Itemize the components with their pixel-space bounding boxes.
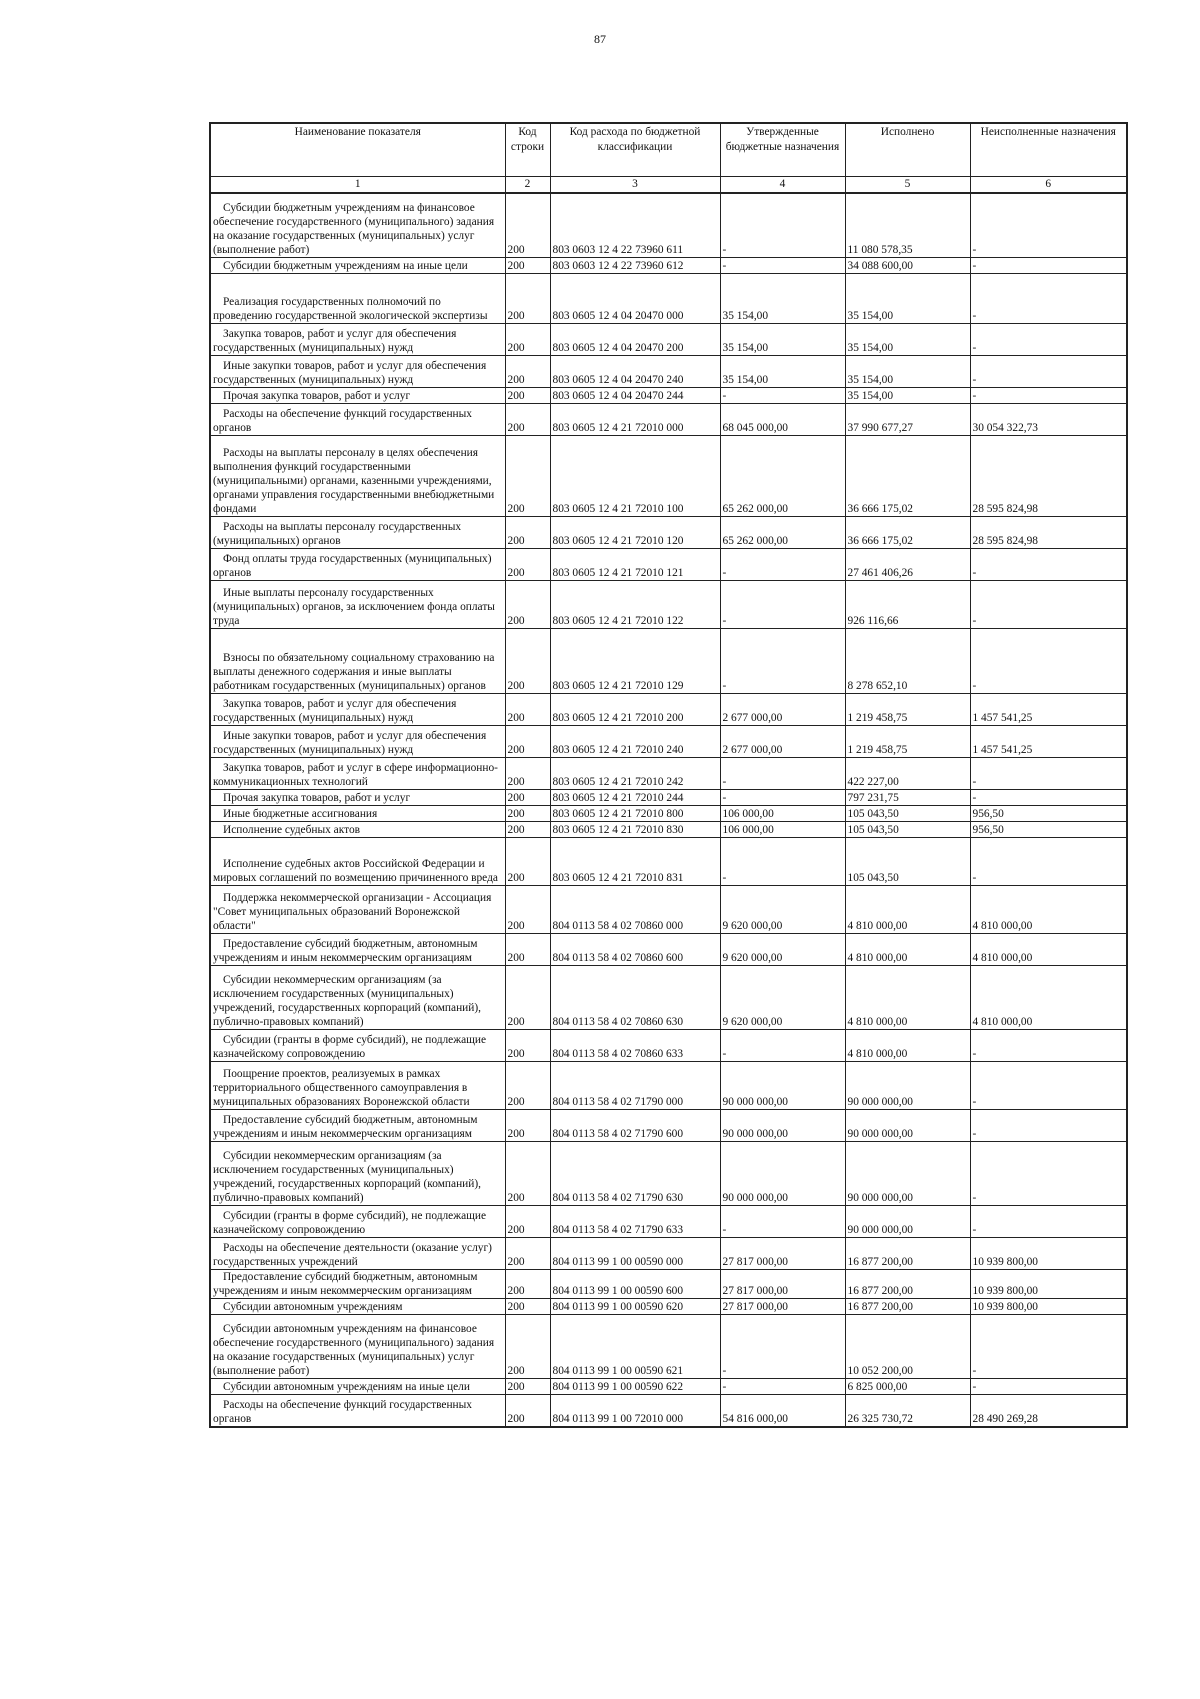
table-row xyxy=(210,1110,1127,1142)
table-row xyxy=(210,404,1127,436)
row-executed: 35 154,00 xyxy=(845,388,970,404)
row-line-code: 200 xyxy=(505,404,550,436)
table-row xyxy=(210,549,1127,581)
row-line-code: 200 xyxy=(505,324,550,356)
row-unexecuted: - xyxy=(970,1206,1127,1238)
row-budget-code: 804 0113 58 4 02 71790 633 xyxy=(550,1206,720,1238)
row-budget-code: 803 0605 12 4 21 72010 240 xyxy=(550,726,720,758)
row-budget-code: 804 0113 58 4 02 71790 630 xyxy=(550,1142,720,1206)
row-approved: 90 000 000,00 xyxy=(720,1142,845,1206)
column-header-name: Наименование показателя xyxy=(210,123,505,176)
row-approved: - xyxy=(720,629,845,694)
row-budget-code: 804 0113 58 4 02 70860 600 xyxy=(550,934,720,966)
row-line-code: 200 xyxy=(505,1110,550,1142)
row-approved: 35 154,00 xyxy=(720,324,845,356)
row-executed: 90 000 000,00 xyxy=(845,1062,970,1110)
row-approved: - xyxy=(720,549,845,581)
table-row xyxy=(210,694,1127,726)
row-approved: 2 677 000,00 xyxy=(720,726,845,758)
row-name: Субсидии автономным учреждениям на финансовое обеспечение государственного (муниципального) задания на оказание государственных (муниципальных) услуг (выполнение работ) xyxy=(210,1315,505,1379)
row-unexecuted: 10 939 800,00 xyxy=(970,1270,1127,1299)
row-unexecuted: 956,50 xyxy=(970,822,1127,838)
row-executed: 105 043,50 xyxy=(845,806,970,822)
row-unexecuted: 956,50 xyxy=(970,806,1127,822)
table-row xyxy=(210,1395,1127,1427)
row-name: Расходы на обеспечение функций государственных органов xyxy=(210,1395,505,1427)
header-row xyxy=(210,123,1127,176)
row-approved: 68 045 000,00 xyxy=(720,404,845,436)
row-unexecuted: - xyxy=(970,193,1127,258)
row-approved: 35 154,00 xyxy=(720,356,845,388)
row-budget-code: 803 0605 12 4 04 20470 200 xyxy=(550,324,720,356)
row-unexecuted: 4 810 000,00 xyxy=(970,934,1127,966)
table-body xyxy=(210,193,1127,1427)
row-approved: - xyxy=(720,193,845,258)
row-executed: 35 154,00 xyxy=(845,324,970,356)
row-budget-code: 803 0605 12 4 21 72010 120 xyxy=(550,517,720,549)
page-number: 87 xyxy=(594,32,606,46)
row-unexecuted: - xyxy=(970,549,1127,581)
row-approved: 54 816 000,00 xyxy=(720,1395,845,1427)
row-name: Фонд оплаты труда государственных (муниципальных) органов xyxy=(210,549,505,581)
row-name: Закупка товаров, работ и услуг для обеспечения государственных (муниципальных) нужд xyxy=(210,324,505,356)
row-executed: 10 052 200,00 xyxy=(845,1315,970,1379)
row-executed: 35 154,00 xyxy=(845,274,970,324)
row-budget-code: 804 0113 99 1 00 00590 620 xyxy=(550,1299,720,1315)
row-name: Прочая закупка товаров, работ и услуг xyxy=(210,388,505,404)
row-approved: - xyxy=(720,1030,845,1062)
table-row xyxy=(210,838,1127,886)
row-name: Субсидии бюджетным учреждениям на финансовое обеспечение государственного (муниципального) задания на оказание государственных (муниципальных) услуг (выполнение работ) xyxy=(210,193,505,258)
row-name: Иные бюджетные ассигнования xyxy=(210,806,505,822)
row-unexecuted: - xyxy=(970,258,1127,274)
row-line-code: 200 xyxy=(505,436,550,517)
table-row xyxy=(210,1030,1127,1062)
row-budget-code: 804 0113 58 4 02 71790 000 xyxy=(550,1062,720,1110)
row-unexecuted: - xyxy=(970,1142,1127,1206)
row-line-code: 200 xyxy=(505,388,550,404)
row-executed: 11 080 578,35 xyxy=(845,193,970,258)
row-name: Иные выплаты персоналу государственных (муниципальных) органов, за исключением фонда оплаты труда xyxy=(210,581,505,629)
row-name: Поддержка некоммерческой организации - Ассоциация "Совет муниципальных образований Воронежской области" xyxy=(210,886,505,934)
row-executed: 90 000 000,00 xyxy=(845,1142,970,1206)
row-executed: 422 227,00 xyxy=(845,758,970,790)
row-executed: 27 461 406,26 xyxy=(845,549,970,581)
table-row xyxy=(210,258,1127,274)
table-row xyxy=(210,966,1127,1030)
row-line-code: 200 xyxy=(505,790,550,806)
column-number: 3 xyxy=(550,176,720,193)
row-budget-code: 803 0605 12 4 04 20470 240 xyxy=(550,356,720,388)
row-approved: 9 620 000,00 xyxy=(720,934,845,966)
row-name: Закупка товаров, работ и услуг для обеспечения государственных (муниципальных) нужд xyxy=(210,694,505,726)
row-budget-code: 804 0113 58 4 02 71790 600 xyxy=(550,1110,720,1142)
row-unexecuted: 4 810 000,00 xyxy=(970,966,1127,1030)
row-name: Субсидии некоммерческим организациям (за исключением государственных (муниципальных) учреждений, государственных корпораций (компаний), публично-правовых компаний) xyxy=(210,966,505,1030)
row-executed: 4 810 000,00 xyxy=(845,1030,970,1062)
row-executed: 90 000 000,00 xyxy=(845,1110,970,1142)
row-unexecuted: - xyxy=(970,838,1127,886)
row-line-code: 200 xyxy=(505,694,550,726)
row-line-code: 200 xyxy=(505,193,550,258)
row-unexecuted: - xyxy=(970,274,1127,324)
row-unexecuted: - xyxy=(970,356,1127,388)
row-approved: - xyxy=(720,1379,845,1395)
row-unexecuted: 28 595 824,98 xyxy=(970,517,1127,549)
row-budget-code: 803 0605 12 4 04 20470 000 xyxy=(550,274,720,324)
table-row xyxy=(210,193,1127,258)
row-approved: 106 000,00 xyxy=(720,822,845,838)
row-name: Предоставление субсидий бюджетным, автономным учреждениям и иным некоммерческим организациям xyxy=(210,1270,505,1299)
row-approved: 27 817 000,00 xyxy=(720,1238,845,1270)
row-approved: - xyxy=(720,581,845,629)
row-approved: 2 677 000,00 xyxy=(720,694,845,726)
row-executed: 926 116,66 xyxy=(845,581,970,629)
row-budget-code: 804 0113 99 1 00 00590 622 xyxy=(550,1379,720,1395)
row-approved: - xyxy=(720,1206,845,1238)
row-executed: 16 877 200,00 xyxy=(845,1238,970,1270)
row-line-code: 200 xyxy=(505,356,550,388)
row-budget-code: 803 0605 12 4 21 72010 800 xyxy=(550,806,720,822)
row-name: Субсидии автономным учреждениям на иные цели xyxy=(210,1379,505,1395)
row-line-code: 200 xyxy=(505,886,550,934)
row-budget-code: 803 0605 12 4 21 72010 244 xyxy=(550,790,720,806)
table-row xyxy=(210,726,1127,758)
row-name: Предоставление субсидий бюджетным, автономным учреждениям и иным некоммерческим организациям xyxy=(210,1110,505,1142)
row-approved: - xyxy=(720,838,845,886)
row-executed: 6 825 000,00 xyxy=(845,1379,970,1395)
row-name: Исполнение судебных актов Российской Федерации и мировых соглашений по возмещению причиненного вреда xyxy=(210,838,505,886)
table-row xyxy=(210,1299,1127,1315)
row-budget-code: 804 0113 58 4 02 70860 000 xyxy=(550,886,720,934)
row-unexecuted: 10 939 800,00 xyxy=(970,1299,1127,1315)
row-name: Субсидии автономным учреждениям xyxy=(210,1299,505,1315)
row-unexecuted: - xyxy=(970,1030,1127,1062)
row-executed: 16 877 200,00 xyxy=(845,1270,970,1299)
row-unexecuted: - xyxy=(970,1379,1127,1395)
table-row xyxy=(210,274,1127,324)
table-row xyxy=(210,436,1127,517)
row-line-code: 200 xyxy=(505,274,550,324)
table-row xyxy=(210,1238,1127,1270)
row-name: Расходы на обеспечение функций государственных органов xyxy=(210,404,505,436)
row-budget-code: 803 0605 12 4 21 72010 242 xyxy=(550,758,720,790)
row-name: Субсидии (гранты в форме субсидий), не подлежащие казначейскому сопровождению xyxy=(210,1206,505,1238)
column-number: 4 xyxy=(720,176,845,193)
row-budget-code: 804 0113 99 1 00 00590 621 xyxy=(550,1315,720,1379)
row-unexecuted: - xyxy=(970,1062,1127,1110)
row-budget-code: 803 0603 12 4 22 73960 612 xyxy=(550,258,720,274)
row-approved: - xyxy=(720,388,845,404)
row-unexecuted: 28 490 269,28 xyxy=(970,1395,1127,1427)
row-executed: 35 154,00 xyxy=(845,356,970,388)
column-number: 6 xyxy=(970,176,1127,193)
row-name: Субсидии некоммерческим организациям (за исключением государственных (муниципальных) учреждений, государственных корпораций (компаний), публично-правовых компаний) xyxy=(210,1142,505,1206)
row-line-code: 200 xyxy=(505,1395,550,1427)
budget-execution-table xyxy=(209,122,1128,1428)
table-row xyxy=(210,388,1127,404)
row-line-code: 200 xyxy=(505,726,550,758)
row-name: Расходы на выплаты персоналу в целях обеспечения выполнения функций государственными (муниципальными) органами, казенными учреждениями, органами управления государственными внебюджетными фондами xyxy=(210,436,505,517)
row-executed: 797 231,75 xyxy=(845,790,970,806)
row-name: Субсидии бюджетным учреждениям на иные цели xyxy=(210,258,505,274)
row-approved: - xyxy=(720,258,845,274)
row-line-code: 200 xyxy=(505,966,550,1030)
table-row xyxy=(210,581,1127,629)
row-executed: 1 219 458,75 xyxy=(845,726,970,758)
column-header-budget-code: Код расхода по бюджетной классификации xyxy=(550,123,720,176)
row-line-code: 200 xyxy=(505,517,550,549)
row-budget-code: 803 0605 12 4 21 72010 831 xyxy=(550,838,720,886)
row-name: Реализация государственных полномочий по проведению государственной экологической экспертизы xyxy=(210,274,505,324)
row-approved: 90 000 000,00 xyxy=(720,1110,845,1142)
row-budget-code: 803 0605 12 4 04 20470 244 xyxy=(550,388,720,404)
row-executed: 90 000 000,00 xyxy=(845,1206,970,1238)
row-line-code: 200 xyxy=(505,1315,550,1379)
row-line-code: 200 xyxy=(505,1206,550,1238)
row-executed: 1 219 458,75 xyxy=(845,694,970,726)
row-unexecuted: - xyxy=(970,758,1127,790)
table-row xyxy=(210,1315,1127,1379)
row-line-code: 200 xyxy=(505,838,550,886)
row-executed: 36 666 175,02 xyxy=(845,517,970,549)
row-name: Взносы по обязательному социальному страхованию на выплаты денежного содержания и иные выплаты работникам государственных (муниципальных) органов xyxy=(210,629,505,694)
row-line-code: 200 xyxy=(505,1062,550,1110)
row-approved: 9 620 000,00 xyxy=(720,966,845,1030)
column-number: 2 xyxy=(505,176,550,193)
column-header-unexecuted: Неисполненные назначения xyxy=(970,123,1127,176)
row-approved: 65 262 000,00 xyxy=(720,517,845,549)
row-executed: 4 810 000,00 xyxy=(845,966,970,1030)
table-row xyxy=(210,886,1127,934)
row-line-code: 200 xyxy=(505,1379,550,1395)
row-budget-code: 804 0113 58 4 02 70860 630 xyxy=(550,966,720,1030)
row-unexecuted: - xyxy=(970,324,1127,356)
row-line-code: 200 xyxy=(505,822,550,838)
row-executed: 4 810 000,00 xyxy=(845,934,970,966)
column-header-line-code: Код строки xyxy=(505,123,550,176)
column-number: 1 xyxy=(210,176,505,193)
row-executed: 105 043,50 xyxy=(845,822,970,838)
row-line-code: 200 xyxy=(505,806,550,822)
row-name: Прочая закупка товаров, работ и услуг xyxy=(210,790,505,806)
row-line-code: 200 xyxy=(505,1299,550,1315)
row-approved: - xyxy=(720,1315,845,1379)
row-unexecuted: - xyxy=(970,388,1127,404)
row-approved: 9 620 000,00 xyxy=(720,886,845,934)
row-executed: 36 666 175,02 xyxy=(845,436,970,517)
row-name: Предоставление субсидий бюджетным, автономным учреждениям и иным некоммерческим организациям xyxy=(210,934,505,966)
row-executed: 16 877 200,00 xyxy=(845,1299,970,1315)
row-line-code: 200 xyxy=(505,1030,550,1062)
row-approved: 106 000,00 xyxy=(720,806,845,822)
row-unexecuted: - xyxy=(970,581,1127,629)
row-executed: 105 043,50 xyxy=(845,838,970,886)
row-line-code: 200 xyxy=(505,629,550,694)
row-name: Иные закупки товаров, работ и услуг для обеспечения государственных (муниципальных) нужд xyxy=(210,356,505,388)
column-header-executed: Исполнено xyxy=(845,123,970,176)
row-budget-code: 803 0605 12 4 21 72010 830 xyxy=(550,822,720,838)
row-line-code: 200 xyxy=(505,1142,550,1206)
row-executed: 26 325 730,72 xyxy=(845,1395,970,1427)
row-line-code: 200 xyxy=(505,1270,550,1299)
row-budget-code: 803 0605 12 4 21 72010 200 xyxy=(550,694,720,726)
row-executed: 4 810 000,00 xyxy=(845,886,970,934)
row-budget-code: 804 0113 99 1 00 72010 000 xyxy=(550,1395,720,1427)
row-approved: 35 154,00 xyxy=(720,274,845,324)
row-name: Поощрение проектов, реализуемых в рамках территориального общественного самоуправления в муниципальных образованиях Воронежской области xyxy=(210,1062,505,1110)
table-row xyxy=(210,934,1127,966)
row-unexecuted: 1 457 541,25 xyxy=(970,726,1127,758)
row-approved: 65 262 000,00 xyxy=(720,436,845,517)
row-unexecuted: - xyxy=(970,1110,1127,1142)
row-budget-code: 804 0113 58 4 02 70860 633 xyxy=(550,1030,720,1062)
row-unexecuted: 10 939 800,00 xyxy=(970,1238,1127,1270)
row-budget-code: 803 0605 12 4 21 72010 100 xyxy=(550,436,720,517)
row-executed: 8 278 652,10 xyxy=(845,629,970,694)
row-line-code: 200 xyxy=(505,758,550,790)
row-name: Иные закупки товаров, работ и услуг для обеспечения государственных (муниципальных) нужд xyxy=(210,726,505,758)
table-row xyxy=(210,629,1127,694)
row-approved: - xyxy=(720,758,845,790)
row-line-code: 200 xyxy=(505,581,550,629)
row-unexecuted: 28 595 824,98 xyxy=(970,436,1127,517)
row-unexecuted: 1 457 541,25 xyxy=(970,694,1127,726)
row-unexecuted: - xyxy=(970,1315,1127,1379)
row-line-code: 200 xyxy=(505,934,550,966)
row-line-code: 200 xyxy=(505,1238,550,1270)
table-row xyxy=(210,356,1127,388)
row-unexecuted: - xyxy=(970,629,1127,694)
row-budget-code: 803 0605 12 4 21 72010 121 xyxy=(550,549,720,581)
table-row xyxy=(210,1062,1127,1110)
row-approved: 27 817 000,00 xyxy=(720,1270,845,1299)
row-budget-code: 803 0603 12 4 22 73960 611 xyxy=(550,193,720,258)
row-executed: 34 088 600,00 xyxy=(845,258,970,274)
table-row xyxy=(210,806,1127,822)
column-number: 5 xyxy=(845,176,970,193)
table-row xyxy=(210,758,1127,790)
row-approved: - xyxy=(720,790,845,806)
row-name: Расходы на обеспечение деятельности (оказание услуг) государственных учреждений xyxy=(210,1238,505,1270)
table-row xyxy=(210,324,1127,356)
row-budget-code: 803 0605 12 4 21 72010 000 xyxy=(550,404,720,436)
row-approved: 27 817 000,00 xyxy=(720,1299,845,1315)
row-executed: 37 990 677,27 xyxy=(845,404,970,436)
table-row xyxy=(210,1206,1127,1238)
row-unexecuted: 30 054 322,73 xyxy=(970,404,1127,436)
column-number-row xyxy=(210,176,1127,193)
table-row xyxy=(210,822,1127,838)
row-name: Закупка товаров, работ и услуг в сфере информационно-коммуникационных технологий xyxy=(210,758,505,790)
table-row xyxy=(210,517,1127,549)
row-budget-code: 803 0605 12 4 21 72010 129 xyxy=(550,629,720,694)
row-budget-code: 804 0113 99 1 00 00590 000 xyxy=(550,1238,720,1270)
table-row xyxy=(210,1270,1127,1299)
row-name: Расходы на выплаты персоналу государственных (муниципальных) органов xyxy=(210,517,505,549)
table-row xyxy=(210,790,1127,806)
row-name: Исполнение судебных актов xyxy=(210,822,505,838)
row-line-code: 200 xyxy=(505,258,550,274)
row-budget-code: 803 0605 12 4 21 72010 122 xyxy=(550,581,720,629)
column-header-approved: Утвержденные бюджетные назначения xyxy=(720,123,845,176)
row-unexecuted: 4 810 000,00 xyxy=(970,886,1127,934)
table-row xyxy=(210,1379,1127,1395)
row-approved: 90 000 000,00 xyxy=(720,1062,845,1110)
table-row xyxy=(210,1142,1127,1206)
row-unexecuted: - xyxy=(970,790,1127,806)
row-name: Субсидии (гранты в форме субсидий), не подлежащие казначейскому сопровождению xyxy=(210,1030,505,1062)
row-budget-code: 804 0113 99 1 00 00590 600 xyxy=(550,1270,720,1299)
row-line-code: 200 xyxy=(505,549,550,581)
